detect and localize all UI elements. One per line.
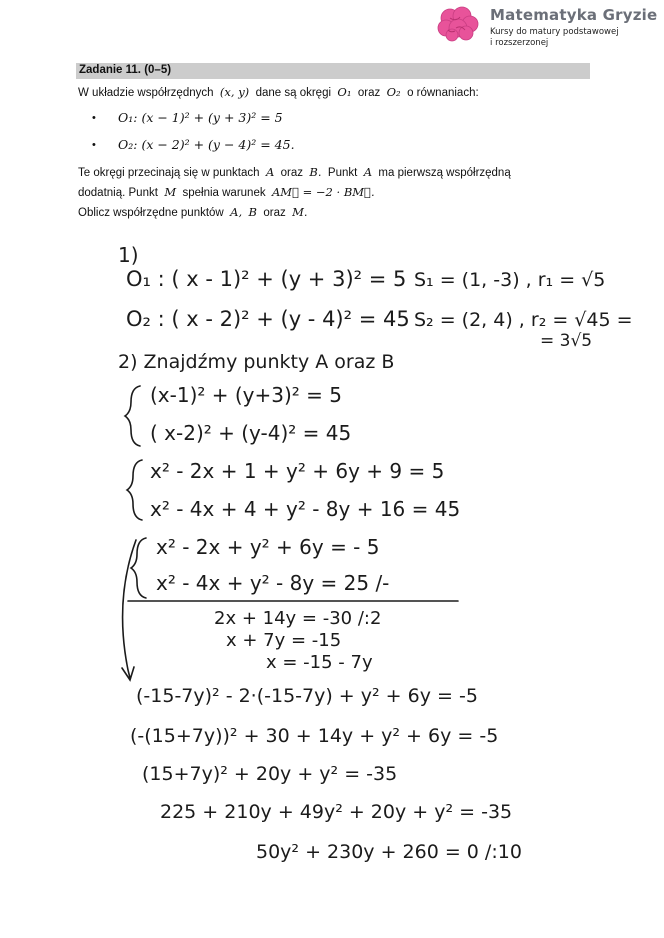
sub-line2: x + 7y = -15 [226,630,342,651]
system-brace-1 [125,386,140,446]
sys2-a: x² - 2x + 1 + y² + 6y + 9 = 5 [150,459,445,483]
task-paragraph-line3: Oblicz współrzędne punktów A, B oraz M. [78,205,308,219]
expand-line3: (15+7y)² + 20y + y² = -35 [142,763,398,785]
system-brace-2 [127,460,142,520]
sys1-a: (x-1)² + (y+3)² = 5 [150,383,343,407]
expand-line2: (-(15+7y))² + 30 + 14y + y² + 6y = -5 [130,725,499,747]
sys3-a: x² - 2x + y² + 6y = - 5 [156,535,380,559]
task-title: Zadanie 11. (0–5) [79,64,172,76]
brand-tagline-line2: i rozszerzonej [490,37,549,48]
expand-line5: 50y² + 230y + 260 = 0 /:10 [256,841,522,863]
sys1-b: ( x-2)² + (y-4)² = 45 [150,421,352,445]
task-paragraph-line2: dodatnią. Punkt M spełnia warunek AM⃗ = −2 · BM⃗. [78,185,375,199]
task-paragraph-line1: Te okręgi przecinają się w punktach A oraz B. Punkt A ma pierwszą współrzędną [78,165,511,179]
step1-o2: O₂ : ( x - 2)² + (y - 4)² = 45 [126,307,410,331]
step1-s1: S₁ = (1, -3) , r₁ = √5 [414,269,606,291]
expand-line4: 225 + 210y + 49y² + 20y + y² = -35 [160,801,513,823]
bullet: • [92,112,96,124]
step1-r2b: = 3√5 [540,331,593,351]
step1-label: 1) [118,243,139,267]
step1-s2: S₂ = (2, 4) , r₂ = √45 = [414,309,633,331]
task-intro: W układzie współrzędnych (x, y) dane są okręgi O₁ oraz O₂ o równaniach: [78,85,479,99]
equation-o2: O₂: (x − 2)² + (y − 4)² = 45. [118,137,295,152]
brand-tagline-line1: Kursy do matury podstawowej [490,27,619,37]
substitution-arrow [122,540,136,680]
step1-o1: O₁ : ( x - 1)² + (y + 3)² = 5 [126,267,407,291]
sys3-b: x² - 4x + y² - 8y = 25 /- [156,571,390,595]
brand-name: Matematyka Gryzie [490,6,658,24]
bullet: • [92,139,96,151]
expand-line1: (-15-7y)² - 2·(-15-7y) + y² + 6y = -5 [136,685,478,707]
sub-line3: x = -15 - 7y [266,652,373,673]
sub-line1: 2x + 14y = -30 /:2 [214,608,382,629]
step2-label: 2) Znajdźmy punkty A oraz B [118,351,395,373]
equation-o1: O₁: (x − 1)² + (y + 3)² = 5 [118,110,283,125]
sys2-b: x² - 4x + 4 + y² - 8y + 16 = 45 [150,497,461,521]
